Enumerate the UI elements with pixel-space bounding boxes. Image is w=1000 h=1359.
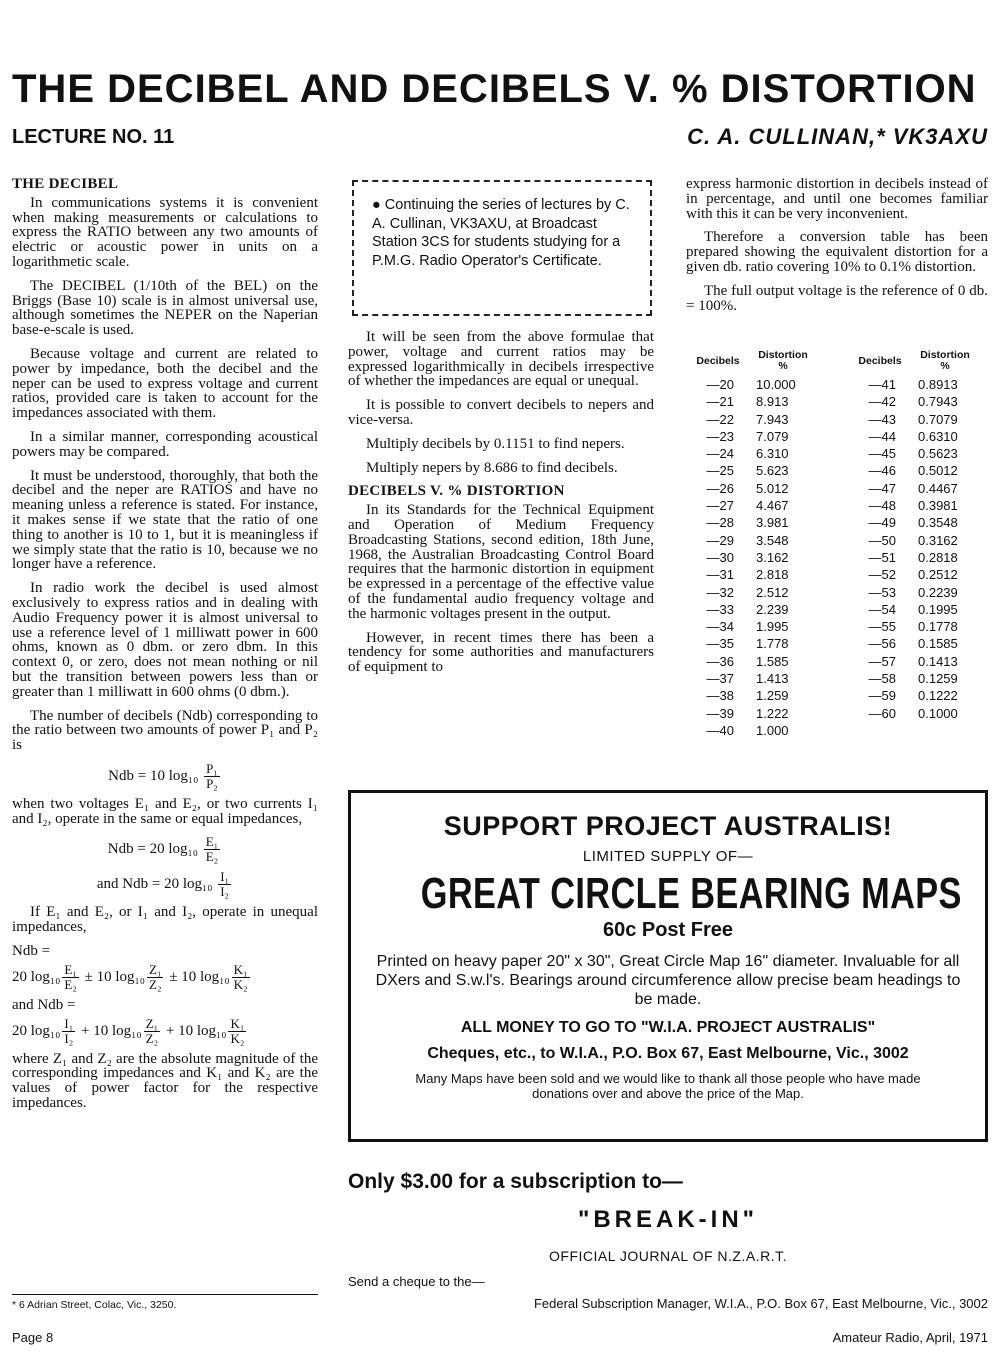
table-row: [688, 635, 818, 652]
numerator: E₁: [205, 834, 219, 850]
table-row: [850, 411, 980, 428]
footnote: * 6 Adrian Street, Colac, Vic., 3250.: [12, 1294, 318, 1311]
distortion-table-right: [850, 350, 980, 722]
decibel-value: —51: [868, 549, 896, 565]
distortion-value: 1.585: [756, 653, 789, 669]
equation-current: [12, 870, 318, 899]
distortion-value: 0.2512: [918, 567, 958, 583]
decibel-value: —48: [868, 498, 896, 514]
column-header-decibels: Decibels: [858, 354, 902, 367]
article-title: THE DECIBEL AND DECIBELS V. % DISTORTION: [12, 67, 977, 111]
table-row: [850, 687, 980, 704]
distortion-value: 3.548: [756, 532, 789, 548]
denominator: E₂: [205, 849, 219, 865]
paragraph: express harmonic distortion in decibels instead of in percentage, and until one becomes familiar with this it can be very inconvenient.: [686, 176, 988, 222]
numerator: E₁: [64, 961, 77, 977]
table-row: [850, 393, 980, 410]
table-row: [850, 635, 980, 652]
decibel-value: —59: [868, 688, 896, 704]
lecture-series-note: ● Continuing the series of lectures by C. A. Cullinan, VK3AXU, at Broadcast Station 3CS for students studying for a P.M.G. Radio Operator's Certificate.: [352, 180, 652, 316]
table-row: [688, 566, 818, 583]
distortion-value: 7.079: [756, 428, 789, 444]
table-row: [850, 480, 980, 497]
decibel-value: —41: [868, 377, 896, 392]
decibel-value: —57: [868, 653, 896, 669]
decibel-value: —50: [868, 532, 896, 548]
numerator: Z₁: [145, 1015, 159, 1031]
distortion-value: 10.000: [756, 377, 796, 392]
fraction: [204, 835, 220, 864]
ad-thanks: Many Maps have been sold and we would like to thank all those people who have made donations over and above the price of the Map.: [415, 1071, 921, 1101]
distortion-value: 2.512: [756, 584, 789, 600]
distortion-value: 3.981: [756, 515, 789, 531]
distortion-value: 4.467: [756, 498, 789, 514]
journal-name: "BREAK-IN": [577, 1206, 759, 1233]
fraction: [144, 1017, 160, 1046]
decibel-value: —36: [706, 653, 734, 669]
table-row: [850, 601, 980, 618]
log-term: 20 log₁₀: [12, 1022, 61, 1039]
header-text: Distortion: [758, 349, 808, 361]
distortion-value: 0.1413: [918, 653, 958, 669]
header-unit: %: [940, 360, 950, 372]
distortion-value: 0.1259: [918, 671, 958, 687]
paragraph: where Z₁ and Z₂ are the absolute magnitude of the corresponding impedances and K₁ and K₂ are the values of power factor for the respective impedances.: [12, 1050, 318, 1112]
table-row: [850, 532, 980, 549]
table-row: [688, 653, 818, 670]
table-row: [688, 480, 818, 497]
distortion-value: 1.259: [756, 688, 789, 704]
journal-subtitle: OFFICIAL JOURNAL OF N.Z.A.R.T.: [549, 1248, 787, 1264]
distortion-value: 0.1778: [918, 619, 958, 635]
decibel-value: —33: [706, 601, 734, 617]
decibel-value: —37: [706, 671, 734, 687]
table-row: [688, 428, 818, 445]
table-row: [850, 462, 980, 479]
distortion-value: 6.310: [756, 446, 789, 462]
distortion-value: 0.3548: [918, 515, 958, 531]
subscription-address: Federal Subscription Manager, W.I.A., P.O. Box 67, East Melbourne, Vic., 3002: [533, 1296, 988, 1311]
table-row: [850, 497, 980, 514]
denominator: K₂: [230, 1030, 245, 1046]
decibel-value: —40: [706, 722, 734, 738]
decibel-value: —42: [868, 394, 896, 410]
section-heading-distortion: DECIBELS V. % DISTORTION: [348, 483, 565, 500]
paragraph: In communications systems it is convenient when making measurements or calculations to express the RATIO between any two amounts of electric or acoustic power in units on a logarithmetic scale.: [12, 194, 318, 270]
denominator: Z₂: [145, 1030, 159, 1046]
ad-description: Printed on heavy paper 20" x 30", Great Circle Map 16" diameter. Invaluable for all DXers and S.w.l's. Bearings around circumference allow precise beam headings to be made.: [375, 953, 961, 1008]
distortion-value: 5.623: [756, 463, 789, 479]
paragraph: Multiply decibels by 0.1151 to find nepers.: [366, 435, 625, 452]
decibel-value: —49: [868, 515, 896, 531]
equation-lhs: and Ndb = 20 log₁₀: [96, 876, 213, 893]
decibel-value: —55: [868, 619, 896, 635]
ad-headline: SUPPORT PROJECT AUSTRALIS!: [443, 811, 893, 841]
table-row: [850, 618, 980, 635]
table-row: [688, 549, 818, 566]
distortion-value: 0.3981: [918, 498, 958, 514]
issue-info: Amateur Radio, April, 1971: [832, 1330, 988, 1345]
column-1: [12, 177, 318, 1120]
decibel-value: —45: [868, 446, 896, 462]
distortion-value: 8.913: [756, 394, 789, 410]
equation-label: Ndb =: [12, 943, 51, 960]
operator: +: [81, 1022, 90, 1039]
table-row: [688, 462, 818, 479]
log-term: 20 log₁₀: [12, 968, 61, 985]
decibel-value: —21: [706, 394, 734, 410]
distortion-value: 0.2818: [918, 549, 958, 565]
distortion-value: 2.818: [756, 567, 789, 583]
fraction: [147, 963, 163, 992]
table-row: [688, 722, 818, 739]
paragraph: The number of decibels (Ndb) corresponding to the ratio between two amounts of power P₁ and P₂ is: [12, 707, 318, 754]
paragraph: It will be seen from the above formulae that power, voltage and current ratios may be expressed logarithmically in decibels irrespective of whether the impedances are equal or unequal.: [348, 329, 654, 390]
decibel-value: —58: [868, 671, 896, 687]
ad-address: Cheques, etc., to W.I.A., P.O. Box 67, East Melbourne, Vic., 3002: [427, 1045, 909, 1062]
paragraph: In a similar manner, corresponding acoustical powers may be compared.: [12, 428, 318, 460]
equation-unequal-voltage: [12, 963, 318, 992]
table-row: [688, 670, 818, 687]
table-row: [850, 428, 980, 445]
equation-power: [12, 762, 318, 791]
distortion-table-left: [688, 350, 818, 739]
numerator: I₁: [64, 1015, 74, 1031]
decibel-value: —56: [868, 636, 896, 652]
decibel-value: —46: [868, 463, 896, 479]
denominator: K₂: [233, 976, 248, 992]
table-row: [850, 670, 980, 687]
distortion-value: 0.1222: [918, 688, 958, 704]
paragraph: The DECIBEL (1/10th of the BEL) on the Briggs (Base 10) scale is in almost universal use, although sometimes the NEPER on the Naperian base-e-scale is used.: [12, 277, 318, 339]
distortion-value: 1.222: [756, 705, 789, 721]
table-row: [850, 445, 980, 462]
column-header-decibels: Decibels: [696, 354, 740, 367]
lecture-number: LECTURE NO. 11: [12, 126, 175, 148]
paragraph: Therefore a conversion table has been prepared showing the equivalent distortion for a given db. ratio covering 10% to 0.1% distortion.: [686, 229, 988, 275]
distortion-value: 0.5623: [918, 446, 958, 462]
decibel-value: —60: [868, 705, 896, 721]
header-unit: %: [778, 360, 788, 372]
table-row: [688, 601, 818, 618]
paragraph: If E₁ and E₂, or I₁ and I₂, operate in unequal impedances,: [12, 904, 318, 936]
distortion-value: 7.943: [756, 411, 789, 427]
decibel-value: —29: [706, 532, 734, 548]
fraction: [232, 963, 250, 992]
denominator: I₂: [220, 884, 230, 900]
header-text: Distortion: [920, 349, 970, 361]
decibel-value: —27: [706, 498, 734, 514]
table-row: [688, 514, 818, 531]
log-term: 10 log₁₀: [93, 1022, 142, 1039]
decibel-value: —23: [706, 428, 734, 444]
equation-label: and Ndb =: [12, 996, 76, 1013]
distortion-value: 0.1000: [918, 705, 958, 721]
table-row: [850, 514, 980, 531]
fraction: [62, 1017, 75, 1046]
column-3: [686, 177, 988, 322]
distortion-value: 5.012: [756, 480, 789, 496]
decibel-value: —31: [706, 567, 734, 583]
advertisement-box: [348, 790, 988, 1142]
table-row: [850, 584, 980, 601]
distortion-value: 3.162: [756, 549, 789, 565]
decibel-value: —26: [706, 480, 734, 496]
paragraph: In radio work the decibel is used almost exclusively to express ratios and in dealing with Audio Frequency power it is almost universal to use a reference level of 1 milliwatt power in 600 ohms, known as 0 dbm. or zero dbm. In this context 0, or zero, does not mean nothing or nil but the transition between powers less than or greater than 1 milliwatt in 600 ohms (0 dbm.).: [12, 580, 318, 700]
numerator: K₁: [233, 961, 248, 977]
distortion-value: 0.4467: [918, 480, 958, 496]
table-row: [688, 445, 818, 462]
ad-subhead: LIMITED SUPPLY OF—: [582, 848, 754, 865]
table-row: [688, 532, 818, 549]
decibel-value: —20: [706, 377, 734, 392]
denominator: Z₂: [149, 976, 162, 992]
equation-lhs: Ndb = 10 log₁₀: [108, 767, 199, 784]
table-row: [688, 411, 818, 428]
denominator: E₂: [64, 976, 77, 992]
paragraph: However, in recent times there has been a tendency for some authorities and manufacturers of equipment to: [348, 629, 654, 676]
distortion-value: 0.5012: [918, 463, 958, 479]
table-row: [688, 618, 818, 635]
paragraph: It must be understood, thoroughly, that both the decibel and the neper are RATIOS and have no meaning unless a reference is stated. For instance, it makes sense if we state that the ratio of one thing to another is 10 to 1, but it is meaningless if we simply state that the ratio is 10, because we no longer have a reference.: [12, 467, 318, 573]
section-heading-decibel: THE DECIBEL: [12, 176, 119, 192]
fraction: [228, 1017, 246, 1046]
decibel-value: —22: [706, 411, 734, 427]
numerator: Z₁: [149, 961, 162, 977]
paragraph: It is possible to convert decibels to nepers and vice-versa.: [348, 397, 654, 428]
distortion-value: 1.995: [756, 619, 789, 635]
table-row: [850, 653, 980, 670]
decibel-value: —44: [868, 428, 896, 444]
equation-lhs: Ndb = 20 log₁₀: [107, 841, 198, 858]
equation-unequal-current: [12, 1017, 318, 1046]
decibel-value: —28: [706, 515, 734, 531]
decibel-value: —30: [706, 549, 734, 565]
operator: ±: [169, 968, 178, 985]
paragraph: Multiply nepers by 8.686 to find decibels.: [366, 459, 618, 476]
table-row: [688, 705, 818, 722]
table-row: [688, 497, 818, 514]
distortion-value: 1.778: [756, 636, 789, 652]
operator: +: [165, 1022, 175, 1039]
table-row: [688, 687, 818, 704]
page-number: Page 8: [12, 1330, 54, 1345]
fraction: [62, 963, 78, 992]
distortion-value: 0.1995: [918, 601, 958, 617]
distortion-value: 0.8913: [918, 377, 958, 392]
fraction: [218, 870, 231, 899]
paragraph: Because voltage and current are related to power by impedance, both the decibel and the neper can be used to express voltage and current ratios, provided care is taken to account for the impedances associated with them.: [12, 345, 318, 422]
author-byline: C. A. CULLINAN,* VK3AXU: [687, 124, 988, 149]
numerator: I₁: [220, 869, 230, 885]
distortion-value: 1.413: [756, 671, 789, 687]
paragraph: when two voltages E₁ and E₂, or two currents I₁ and I₂, operate in the same or equal impedances,: [12, 795, 318, 827]
numerator: K₁: [230, 1015, 245, 1031]
log-term: 10 log₁₀: [96, 968, 145, 985]
table-row: [850, 705, 980, 722]
distortion-value: 0.7943: [918, 394, 958, 410]
column-header-distortion: [910, 350, 980, 376]
ad-price: 60c Post Free: [602, 919, 734, 941]
decibel-value: —54: [868, 601, 896, 617]
equation-voltage: [12, 835, 318, 864]
decibel-value: —34: [706, 619, 734, 635]
subscription-offer: Only $3.00 for a subscription to—: [348, 1170, 683, 1193]
numerator: P₁: [206, 760, 218, 776]
distortion-value: 0.3162: [918, 532, 958, 548]
column-2: [348, 330, 654, 684]
table-row: [850, 549, 980, 566]
table-row: [850, 376, 980, 393]
distortion-value: 2.239: [756, 601, 789, 617]
denominator: I₂: [64, 1030, 74, 1046]
distortion-value: 0.1585: [918, 636, 958, 652]
table-row: [850, 566, 980, 583]
ad-money-note: ALL MONEY TO GO TO "W.I.A. PROJECT AUSTRALIS": [460, 1019, 876, 1036]
decibel-value: —38: [706, 688, 734, 704]
denominator: P₂: [206, 775, 218, 791]
table-row: [688, 376, 818, 393]
paragraph: In its Standards for the Technical Equipment and Operation of Medium Frequency Broadcasting Stations, second edition, 18th June, 1968, the Australian Broadcasting Control Board requires that the harmonic distortion in equipment be expressed in a percentage of the effective value of the fundamental audio frequency voltage and the harmonic voltages present in the output.: [348, 502, 654, 622]
decibel-value: —24: [706, 446, 734, 462]
decibel-value: —25: [706, 463, 734, 479]
table-row: [688, 393, 818, 410]
log-term: 10 log₁₀: [178, 1022, 227, 1039]
distortion-value: 1.000: [756, 722, 789, 738]
distortion-value: 0.7079: [918, 411, 958, 427]
paragraph: The full output voltage is the reference of 0 db. = 100%.: [686, 282, 988, 314]
send-cheque-text: Send a cheque to the—: [348, 1274, 485, 1289]
decibel-value: —53: [868, 584, 896, 600]
distortion-value: 0.6310: [918, 428, 958, 444]
column-header-distortion: [748, 350, 818, 376]
table-row: [688, 584, 818, 601]
fraction: [204, 762, 220, 791]
ad-product: GREAT CIRCLE BEARING MAPS: [420, 869, 962, 918]
decibel-value: —35: [706, 636, 734, 652]
decibel-value: —47: [868, 480, 896, 496]
decibel-value: —43: [868, 411, 896, 427]
log-term: 10 log₁₀: [181, 968, 230, 985]
distortion-value: 0.2239: [918, 584, 958, 600]
decibel-value: —32: [706, 584, 734, 600]
operator: ±: [84, 968, 93, 985]
decibel-value: —52: [868, 567, 896, 583]
decibel-value: —39: [706, 705, 734, 721]
